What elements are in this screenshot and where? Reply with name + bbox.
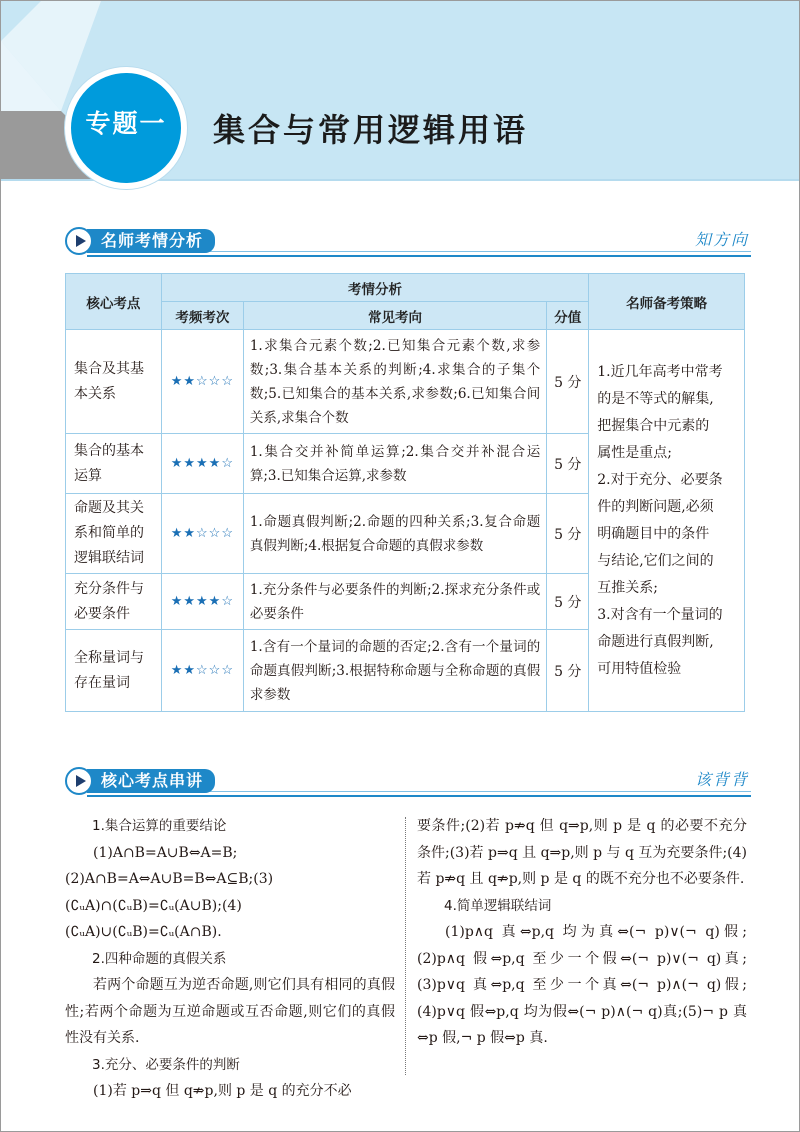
frequency-stars: ★★★★☆: [161, 574, 243, 630]
frequency-stars: ★★☆☆☆: [161, 494, 243, 574]
subheading: 3.充分、必要条件的判断: [92, 1056, 240, 1073]
score: 5 分: [547, 434, 589, 494]
strategy-line: 2.对于充分、必要条: [597, 471, 723, 488]
subheading: 4.简单逻辑联结词: [444, 897, 552, 914]
exam-direction: 1.集合交并补简单运算;2.集合交并补混合运算;3.已知集合运算,求参数: [243, 434, 546, 494]
table-row: [66, 330, 745, 434]
strategy-line: 属性是重点;: [597, 444, 672, 461]
subheading: 2.四种命题的真假关系: [92, 950, 227, 967]
header-strategy: 名师备考策略: [589, 274, 745, 330]
exam-direction: 1.含有一个量词的命题的否定;2.含有一个量词的命题真假判断;3.根据特称命题与全称命题的真假求参数: [243, 630, 546, 712]
header-analysis: 考情分析: [161, 274, 588, 302]
exam-direction: 1.求集合元素个数;2.已知集合元素个数,求参数;3.集合基本关系的判断;4.求集合的子集个数;5.已知集合的基本关系,求参数;6.已知集合间关系,求集合个数: [243, 330, 546, 434]
section-rule: [87, 795, 751, 797]
core-point: 集合及其基本关系: [66, 330, 162, 434]
strategy-line: 件的判断问题,必须: [597, 498, 714, 515]
header-direction: 常见考向: [243, 302, 546, 330]
section-title: 核心考点串讲: [87, 769, 215, 793]
exam-direction: 1.命题真假判断;2.命题的四种关系;3.复合命题真假判断;4.根据复合命题的真假求参数: [243, 494, 546, 574]
core-point: 集合的基本运算: [66, 434, 162, 494]
left-column: [65, 813, 395, 1105]
right-column: [417, 813, 747, 1052]
column-divider: [405, 817, 406, 1075]
score: 5 分: [547, 574, 589, 630]
strategy-line: 1.近几年高考中常考: [597, 363, 723, 380]
section-tagline: 知方向: [694, 230, 749, 249]
strategy-line: 命题进行真假判断,: [597, 633, 714, 650]
exam-analysis-table: [65, 273, 745, 712]
score: 5 分: [547, 494, 589, 574]
exam-direction: 1.充分条件与必要条件的判断;2.探求充分条件或必要条件: [243, 574, 546, 630]
paragraph: (1)A∩B=A∪B⇔A=B;(2)A∩B=A⇔A∪B=B⇔A⊆B;(3)(∁ᵤA)∩(∁ᵤB)=∁ᵤ(A∪B);(4)(∁ᵤA)∪(∁ᵤB)=∁ᵤ(A∩B).: [65, 844, 274, 940]
strategy-line: 的是不等式的解集,: [597, 390, 714, 407]
core-point: 充分条件与必要条件: [66, 574, 162, 630]
core-point: 命题及其关系和简单的逻辑联结词: [66, 494, 162, 574]
paragraph: 若两个命题互为逆否命题,则它们具有相同的真假性;若两个命题为互逆命题或互否命题,则它们的真假性没有关系.: [65, 977, 395, 1046]
strategy-line: 可用特值检验: [597, 660, 682, 677]
section-title: 名师考情分析: [87, 229, 215, 253]
paragraph: 要条件;(2)若 p⇏q 但 q⇒p,则 p 是 q 的必要不充分条件;(3)若 p⇒q 且 q⇒p,则 p 与 q 互为充要条件;(4)若 p⇏q 且 q⇏p,则 p 是 q 的既不充分也不必要条件.: [417, 818, 747, 887]
section-rule: [87, 255, 751, 257]
paragraph: (1)p∧q 真⇔p,q 均为真⇔(¬ p)∨(¬ q)假;(2)p∧q 假⇔p,q 至少一个假⇔(¬ p)∨(¬ q)真;(3)p∨q 真⇔p,q 至少一个真⇔(¬ p)∧(¬ q)假;(4)p∨q 假⇔p,q 均为假⇔(¬ p)∧(¬ q)真;(5)¬ p 真⇔p 假,¬ p 假⇔p 真.: [417, 924, 747, 1046]
topic-badge-label: 专题一: [85, 109, 167, 138]
play-icon: [65, 767, 93, 795]
frequency-stars: ★★★★☆: [161, 434, 243, 494]
strategy-line: 与结论,它们之间的: [597, 552, 714, 569]
strategy-line: 明确题目中的条件: [597, 525, 710, 542]
subheading: 1.集合运算的重要结论: [92, 818, 227, 834]
paragraph: (1)若 p⇒q 但 q⇏p,则 p 是 q 的充分不必: [93, 1083, 352, 1099]
page-title: 集合与常用逻辑用语: [213, 111, 529, 149]
header-score: 分值: [547, 302, 589, 330]
header-frequency: 考频考次: [161, 302, 243, 330]
frequency-stars: ★★☆☆☆: [161, 330, 243, 434]
section-heading-key-points: [65, 767, 751, 797]
strategy-line: 3.对含有一个量词的: [597, 606, 723, 623]
strategy-line: 互推关系;: [597, 579, 658, 596]
strategy-cell: [589, 330, 745, 712]
header-core-point: 核心考点: [66, 274, 162, 330]
play-icon: [65, 227, 93, 255]
score: 5 分: [547, 630, 589, 712]
section-heading-analysis: [65, 227, 751, 257]
frequency-stars: ★★☆☆☆: [161, 630, 243, 712]
core-point: 全称量词与存在量词: [66, 630, 162, 712]
strategy-line: 把握集合中元素的: [597, 417, 710, 434]
score: 5 分: [547, 330, 589, 434]
section-tagline: 该背背: [694, 770, 749, 789]
